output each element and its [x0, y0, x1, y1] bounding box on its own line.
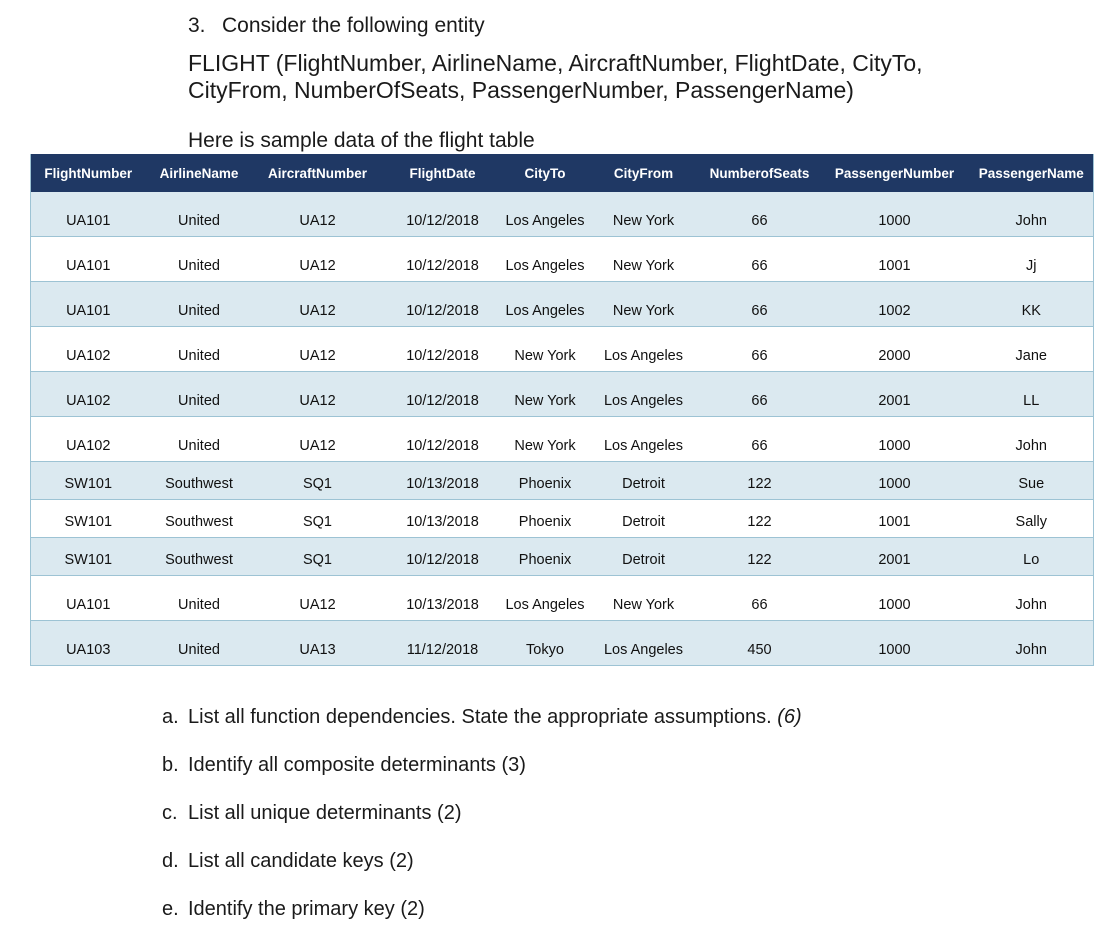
cell-passenger-number: 2001 [820, 538, 970, 576]
cell-passenger-number: 1000 [820, 462, 970, 500]
cell-flight-number: UA102 [31, 417, 146, 462]
table-row [31, 576, 1094, 621]
cell-passenger-name: John [970, 621, 1094, 666]
cell-city-from: New York [588, 282, 700, 327]
sample-data-intro: Here is sample data of the flight table [188, 129, 535, 152]
cell-passenger-name: Sue [970, 462, 1094, 500]
table-row [31, 327, 1094, 372]
cell-flight-date: 10/13/2018 [383, 576, 503, 621]
cell-aircraft-number: UA12 [253, 192, 383, 237]
sub-question [162, 800, 802, 848]
cell-aircraft-number: UA12 [253, 282, 383, 327]
cell-city-to: New York [503, 372, 588, 417]
cell-aircraft-number: SQ1 [253, 500, 383, 538]
cell-passenger-name: Sally [970, 500, 1094, 538]
table-row [31, 621, 1094, 666]
cell-aircraft-number: UA12 [253, 327, 383, 372]
cell-airline-name: United [146, 237, 253, 282]
cell-airline-name: United [146, 327, 253, 372]
column-header-number-of-seats: NumberofSeats [700, 154, 820, 192]
cell-city-to: Los Angeles [503, 192, 588, 237]
cell-city-to: New York [503, 327, 588, 372]
flight-table [30, 154, 1094, 666]
cell-flight-number: SW101 [31, 500, 146, 538]
cell-city-to: Los Angeles [503, 237, 588, 282]
table-row [31, 282, 1094, 327]
sub-question-letter: c. [162, 802, 178, 824]
cell-passenger-number: 1002 [820, 282, 970, 327]
cell-airline-name: United [146, 192, 253, 237]
cell-flight-date: 10/13/2018 [383, 462, 503, 500]
cell-number-of-seats: 122 [700, 500, 820, 538]
sub-question-list [162, 704, 802, 944]
sub-question-points: (3) [501, 754, 526, 776]
cell-passenger-number: 1001 [820, 237, 970, 282]
sub-question [162, 848, 802, 896]
question-prompt: Consider the following entity [222, 14, 485, 37]
cell-passenger-number: 1000 [820, 621, 970, 666]
cell-airline-name: United [146, 621, 253, 666]
column-header-airline-name: AirlineName [146, 154, 253, 192]
cell-passenger-name: Jj [970, 237, 1094, 282]
cell-city-from: Los Angeles [588, 417, 700, 462]
sub-question-text: Identify all composite determinants [188, 754, 496, 776]
cell-passenger-number: 1001 [820, 500, 970, 538]
cell-flight-date: 11/12/2018 [383, 621, 503, 666]
sub-question-letter: e. [162, 898, 179, 920]
cell-airline-name: Southwest [146, 462, 253, 500]
sub-question-points: (2) [389, 850, 414, 872]
cell-airline-name: Southwest [146, 500, 253, 538]
cell-number-of-seats: 66 [700, 327, 820, 372]
cell-city-from: Detroit [588, 462, 700, 500]
cell-aircraft-number: UA12 [253, 237, 383, 282]
table-row [31, 237, 1094, 282]
cell-passenger-name: John [970, 576, 1094, 621]
cell-city-from: New York [588, 576, 700, 621]
cell-aircraft-number: SQ1 [253, 538, 383, 576]
cell-flight-date: 10/12/2018 [383, 372, 503, 417]
cell-passenger-name: Lo [970, 538, 1094, 576]
sub-question-letter: d. [162, 850, 179, 872]
cell-aircraft-number: SQ1 [253, 462, 383, 500]
cell-flight-date: 10/13/2018 [383, 500, 503, 538]
cell-number-of-seats: 66 [700, 192, 820, 237]
table-row [31, 462, 1094, 500]
cell-flight-number: UA101 [31, 192, 146, 237]
column-header-aircraft-number: AircraftNumber [253, 154, 383, 192]
cell-passenger-name: John [970, 192, 1094, 237]
cell-city-from: Detroit [588, 500, 700, 538]
sub-question [162, 896, 802, 944]
sub-question-points: (6) [777, 706, 802, 728]
cell-number-of-seats: 66 [700, 576, 820, 621]
cell-flight-date: 10/12/2018 [383, 538, 503, 576]
cell-city-from: Detroit [588, 538, 700, 576]
cell-passenger-name: LL [970, 372, 1094, 417]
cell-flight-date: 10/12/2018 [383, 327, 503, 372]
column-header-city-to: CityTo [503, 154, 588, 192]
cell-city-from: Los Angeles [588, 621, 700, 666]
cell-city-to: Phoenix [503, 538, 588, 576]
cell-city-from: New York [588, 192, 700, 237]
cell-flight-number: SW101 [31, 462, 146, 500]
cell-city-from: Los Angeles [588, 327, 700, 372]
column-header-flight-number: FlightNumber [31, 154, 146, 192]
cell-flight-number: SW101 [31, 538, 146, 576]
cell-number-of-seats: 66 [700, 417, 820, 462]
question-number: 3. [188, 14, 206, 37]
cell-airline-name: United [146, 417, 253, 462]
cell-aircraft-number: UA13 [253, 621, 383, 666]
table-row [31, 417, 1094, 462]
cell-flight-number: UA101 [31, 282, 146, 327]
sub-question-text: List all candidate keys [188, 850, 384, 872]
sub-question [162, 752, 802, 800]
cell-flight-date: 10/12/2018 [383, 282, 503, 327]
cell-flight-number: UA103 [31, 621, 146, 666]
cell-city-from: New York [588, 237, 700, 282]
cell-city-to: New York [503, 417, 588, 462]
sub-question-text: List all function dependencies. State the appropriate assumptions. [188, 706, 772, 728]
cell-aircraft-number: UA12 [253, 417, 383, 462]
cell-city-from: Los Angeles [588, 372, 700, 417]
header-row [31, 154, 1094, 192]
cell-flight-number: UA102 [31, 372, 146, 417]
cell-airline-name: United [146, 576, 253, 621]
cell-flight-date: 10/12/2018 [383, 192, 503, 237]
cell-airline-name: Southwest [146, 538, 253, 576]
cell-city-to: Phoenix [503, 462, 588, 500]
cell-passenger-number: 2000 [820, 327, 970, 372]
cell-city-to: Los Angeles [503, 576, 588, 621]
cell-flight-date: 10/12/2018 [383, 417, 503, 462]
sub-question-letter: a. [162, 706, 179, 728]
column-header-city-from: CityFrom [588, 154, 700, 192]
table-row [31, 192, 1094, 237]
sub-question-points: (2) [400, 898, 425, 920]
cell-city-to: Phoenix [503, 500, 588, 538]
sub-question [162, 704, 802, 752]
cell-flight-number: UA101 [31, 237, 146, 282]
cell-passenger-number: 1000 [820, 417, 970, 462]
cell-flight-date: 10/12/2018 [383, 237, 503, 282]
cell-flight-number: UA102 [31, 327, 146, 372]
cell-city-to: Tokyo [503, 621, 588, 666]
cell-passenger-number: 1000 [820, 192, 970, 237]
cell-passenger-name: KK [970, 282, 1094, 327]
flight-table-header [31, 154, 1094, 192]
cell-number-of-seats: 66 [700, 282, 820, 327]
cell-number-of-seats: 122 [700, 462, 820, 500]
cell-airline-name: United [146, 372, 253, 417]
cell-number-of-seats: 66 [700, 372, 820, 417]
sub-question-points: (2) [437, 802, 462, 824]
cell-number-of-seats: 450 [700, 621, 820, 666]
table-row [31, 500, 1094, 538]
cell-passenger-name: Jane [970, 327, 1094, 372]
cell-airline-name: United [146, 282, 253, 327]
cell-number-of-seats: 122 [700, 538, 820, 576]
cell-number-of-seats: 66 [700, 237, 820, 282]
cell-flight-number: UA101 [31, 576, 146, 621]
entity-definition: FLIGHT (FlightNumber, AirlineName, AircraftNumber, FlightDate, CityTo, CityFrom, NumberOfSeats, PassengerNumber, PassengerName) [188, 50, 923, 103]
cell-aircraft-number: UA12 [253, 372, 383, 417]
column-header-passenger-number: PassengerNumber [820, 154, 970, 192]
column-header-passenger-name: PassengerName [970, 154, 1094, 192]
question-heading [188, 14, 485, 38]
column-header-flight-date: FlightDate [383, 154, 503, 192]
flight-table-body [31, 192, 1094, 666]
sub-question-text: Identify the primary key [188, 898, 395, 920]
cell-aircraft-number: UA12 [253, 576, 383, 621]
cell-passenger-name: John [970, 417, 1094, 462]
sub-question-letter: b. [162, 754, 179, 776]
sub-question-text: List all unique determinants [188, 802, 432, 824]
cell-passenger-number: 2001 [820, 372, 970, 417]
cell-passenger-number: 1000 [820, 576, 970, 621]
table-row [31, 372, 1094, 417]
cell-city-to: Los Angeles [503, 282, 588, 327]
table-row [31, 538, 1094, 576]
